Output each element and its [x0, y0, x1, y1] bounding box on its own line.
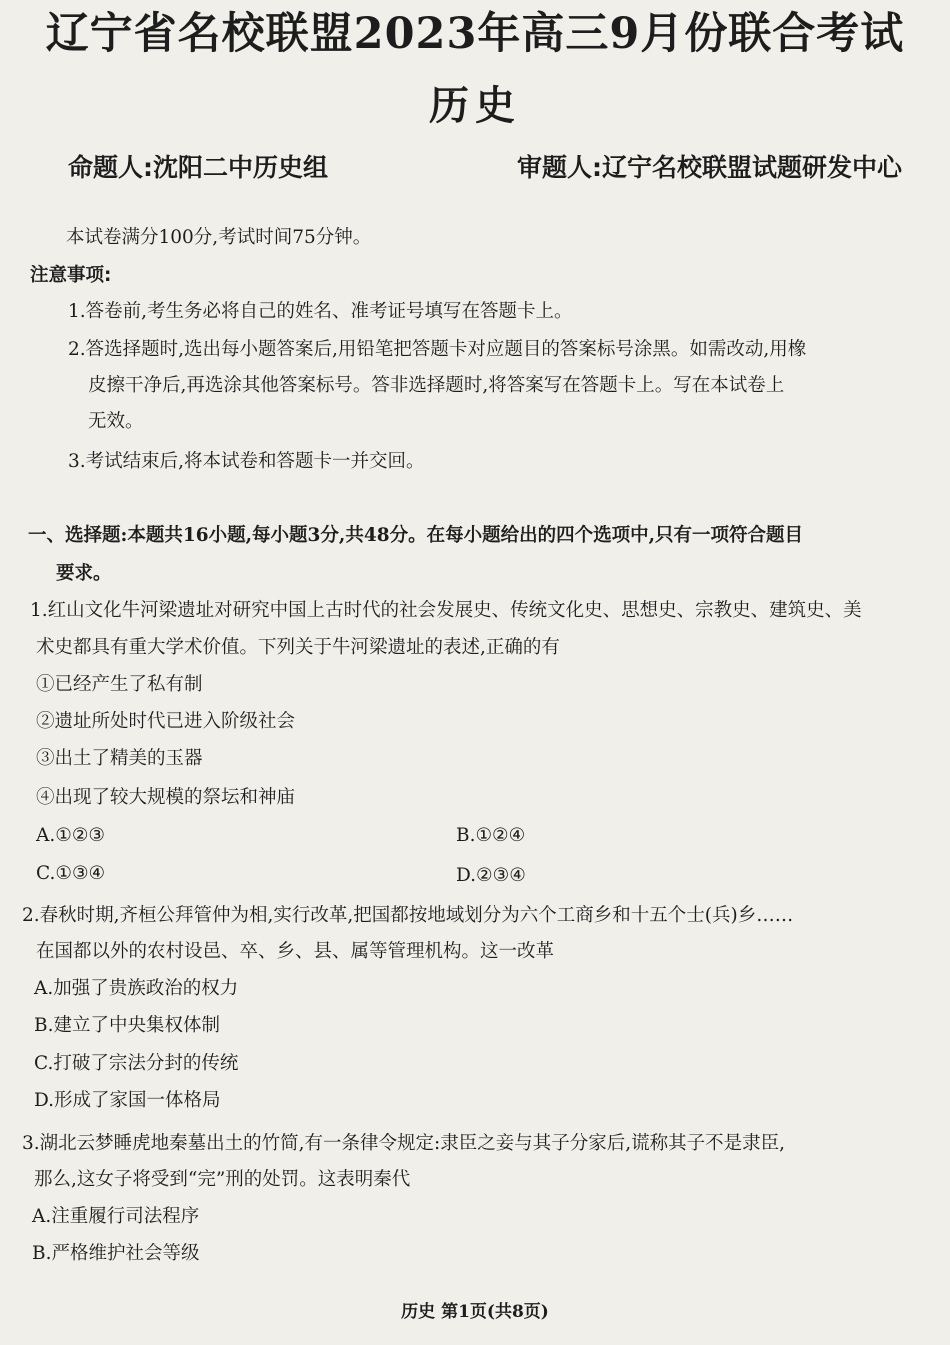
note-item-1: 1.答卷前,考生务必将自己的姓名、准考证号填写在答题卡上。 — [68, 301, 573, 322]
q2-option-d: D.形成了家国一体格局 — [34, 1090, 221, 1111]
q2-stem-line-2: 在国都以外的农村设邑、卒、乡、县、属等管理机构。这一改革 — [36, 941, 555, 962]
q1-statement-4: ④出现了较大规模的祭坛和神庙 — [36, 787, 296, 808]
notes-heading: 注意事项: — [30, 265, 112, 286]
q2-stem-line-1: 2.春秋时期,齐桓公拜管仲为相,实行改革,把国都按地域划分为六个工商乡和十五个士(兵)乡…… — [22, 905, 794, 926]
q1-statement-2: ②遗址所处时代已进入阶级社会 — [36, 711, 296, 732]
q1-statement-3: ③出土了精美的玉器 — [36, 748, 203, 769]
question-reviewer: 审题人:辽宁名校联盟试题研发中心 — [517, 153, 902, 182]
note-item-2-line-2: 皮擦干净后,再选涂其他答案标号。答非选择题时,将答案写在答题卡上。写在本试卷上 — [88, 375, 785, 396]
q1-stem-line-1: 1.红山文化牛河梁遗址对研究中国上古时代的社会发展史、传统文化史、思想史、宗教史、建筑史、美 — [30, 600, 862, 621]
note-item-2-line-3: 无效。 — [88, 411, 144, 432]
q1-option-b: B.①②④ — [456, 825, 526, 846]
page-footer: 历史 第1页(共8页) — [401, 1302, 549, 1322]
q1-stem-line-2: 术史都具有重大学术价值。下列关于牛河梁遗址的表述,正确的有 — [36, 637, 560, 658]
section-heading-line-2: 要求。 — [56, 563, 112, 584]
q2-option-c: C.打破了宗法分封的传统 — [34, 1053, 239, 1074]
question-setter: 命题人:沈阳二中历史组 — [68, 153, 328, 182]
q3-stem-line-2: 那么,这女子将受到“完”刑的处罚。这表明秦代 — [34, 1169, 411, 1190]
q2-option-a: A.加强了贵族政治的权力 — [34, 978, 239, 999]
q3-stem-line-1: 3.湖北云梦睡虎地秦墓出土的竹简,有一条律令规定:隶臣之妾与其子分家后,谎称其子不是隶臣, — [22, 1133, 786, 1154]
exam-info: 本试卷满分100分,考试时间75分钟。 — [66, 227, 372, 248]
exam-title: 辽宁省名校联盟2023年高三9月份联合考试 — [45, 9, 905, 59]
note-item-3: 3.考试结束后,将本试卷和答题卡一并交回。 — [68, 451, 425, 472]
subject-title: 历史 — [429, 82, 521, 129]
q1-option-a: A.①②③ — [36, 825, 105, 846]
note-item-2-line-1: 2.答选择题时,选出每小题答案后,用铅笔把答题卡对应题目的答案标号涂黑。如需改动,用橡 — [68, 339, 807, 360]
section-heading-line-1: 一、选择题:本题共16小题,每小题3分,共48分。在每小题给出的四个选项中,只有一项符合题目 — [28, 525, 804, 546]
q1-option-c: C.①③④ — [36, 863, 106, 884]
q3-option-a: A.注重履行司法程序 — [32, 1206, 200, 1227]
q1-statement-1: ①已经产生了私有制 — [36, 674, 203, 695]
q1-option-d: D.②③④ — [456, 865, 526, 886]
q3-option-b: B.严格维护社会等级 — [32, 1243, 200, 1264]
q2-option-b: B.建立了中央集权体制 — [34, 1015, 220, 1036]
